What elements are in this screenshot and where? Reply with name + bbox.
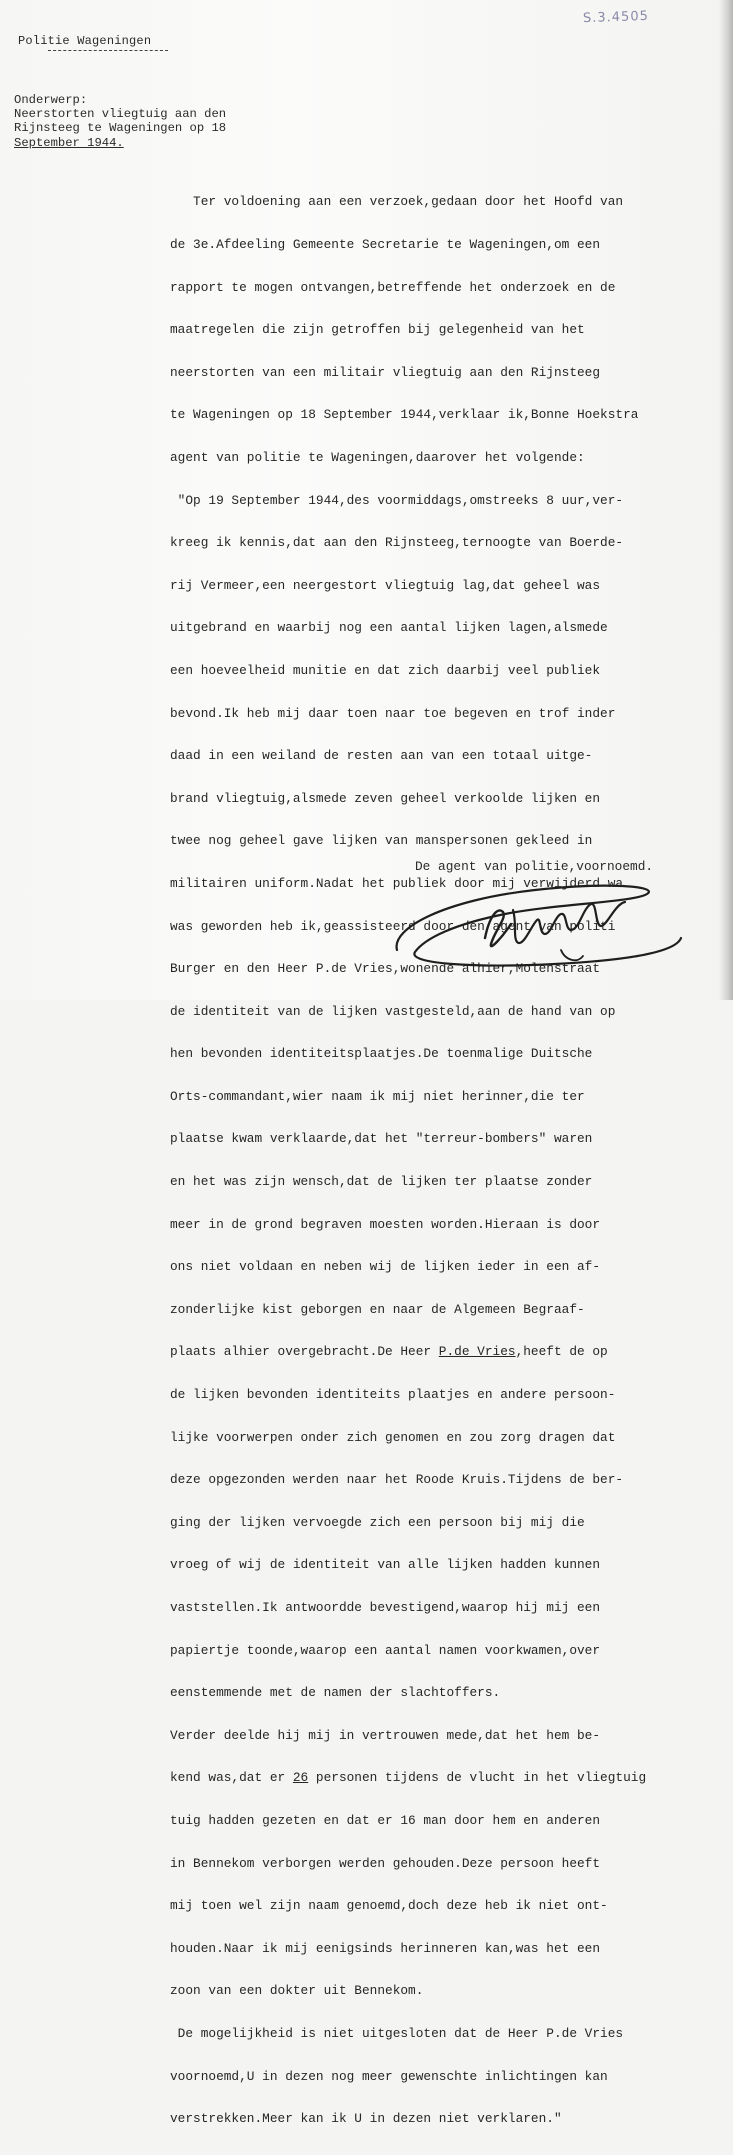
body-line: voornoemd,U in dezen nog meer gewenschte inlichtingen kan	[170, 2068, 608, 2084]
subject-block	[14, 93, 226, 150]
body-line	[170, 1771, 718, 1785]
body-line: plaatse kwam verklaarde,dat het "terreur-bombers" waren	[170, 1131, 593, 1147]
body-line: was geworden heb ik,geassisteerd door den agent van politi	[170, 918, 616, 934]
body-line: ging der lijken vervoegde zich een persoon bij mij die	[170, 1514, 585, 1530]
body-line: ons niet voldaan en neben wij de lijken ieder in een af-	[170, 1259, 601, 1275]
body-line: zonderlijke kist geborgen en naar de Algemeen Begraaf-	[170, 1301, 585, 1317]
body-line: deze opgezonden werden naar het Roode Kruis.Tijdens de ber-	[170, 1472, 624, 1488]
body-line: maatregelen die zijn getroffen bij gelegenheid van het	[170, 322, 585, 338]
body-line: agent van politie te Wageningen,daarover het volgende:	[170, 449, 585, 465]
subject-date-line: September 1944.	[14, 135, 124, 150]
body-line: in Bennekom verborgen werden gehouden.Deze persoon heeft	[170, 1855, 601, 1871]
subject-label: Onderwerp:	[14, 93, 88, 107]
body-text-segment: ,heeft de op	[515, 1344, 608, 1360]
paper-edge-shadow	[719, 0, 733, 1000]
body-line: Burger en den Heer P.de Vries,wonende alhier,Molenstraat	[170, 961, 601, 977]
body-line: militairen uniform.Nadat het publiek door mij verwijderd wa	[170, 875, 624, 891]
closing-line: De agent van politie,voornoemd.	[415, 859, 654, 874]
body-text-segment: plaats alhier overgebracht.De Heer	[170, 1344, 439, 1360]
body-line: meer in de grond begraven moesten worden.Hieraan is door	[170, 1216, 601, 1232]
body-line: de 3e.Afdeeling Gemeente Secretarie te Wageningen,om een	[170, 237, 601, 252]
body-line: "Op 19 September 1944,des voormiddags,omstreeks 8 uur,ver-	[170, 492, 624, 508]
body-line: te Wageningen op 18 September 1944,verklaar ik,Bonne Hoekstra	[170, 407, 639, 423]
body-line	[170, 1345, 718, 1359]
subject-line: Rijnsteeg te Wageningen op 18	[14, 121, 227, 136]
body-line: De mogelijkheid is niet uitgesloten dat de Heer P.de Vries	[170, 2025, 624, 2041]
office-heading-rule	[48, 50, 168, 51]
body-line: rij Vermeer,een neergestort vliegtuig lag,dat geheel was	[170, 577, 601, 593]
office-heading: Politie Wageningen	[18, 34, 152, 48]
body-line: Ter voldoening aan een verzoek,gedaan door het Hoofd van	[170, 194, 624, 210]
body-line: de identiteit van de lijken vastgesteld,aan de hand van op	[170, 1003, 616, 1019]
body-line: daad in een weiland de resten aan van een totaal uitge-	[170, 748, 593, 764]
body-line: hen bevonden identiteitsplaatjes.De toenmalige Duitsche	[170, 1046, 593, 1062]
underlined-name: P.de Vries	[438, 1344, 516, 1360]
body-line: kreeg ik kennis,dat aan den Rijnsteeg,ternoogte van Boerde-	[170, 535, 624, 551]
body-line: eenstemmende met de namen der slachtoffers.	[170, 1685, 501, 1701]
body-line: vroeg of wij de identiteit van alle lijken hadden kunnen	[170, 1557, 601, 1573]
body-line: neerstorten van een militair vliegtuig aan den Rijnsteeg	[170, 364, 601, 380]
body-line: Verder deelde hij mij in vertrouwen mede,dat het hem be-	[170, 1727, 601, 1743]
body-line: een hoeveelheid munitie en dat zich daarbij veel publiek	[170, 662, 601, 678]
body-line: uitgebrand en waarbij nog een aantal lijken lagen,alsmede	[170, 620, 608, 636]
body-line: bevond.Ik heb mij daar toen naar toe begeven en trof inder	[170, 705, 616, 721]
body-line: mij toen wel zijn naam genoemd,doch deze heb ik niet ont-	[170, 1898, 608, 1914]
underlined-count: 26	[292, 1770, 309, 1786]
body-line: vaststellen.Ik antwoordde bevestigend,waarop hij mij een	[170, 1600, 601, 1615]
handwritten-signature	[385, 868, 685, 978]
body-line: zoon van een dokter uit Bennekom.	[170, 1983, 424, 1999]
archive-reference-mark: S.3.4505	[582, 8, 650, 27]
body-text-segment: kend was,dat er	[170, 1770, 293, 1786]
report-body	[170, 167, 718, 2155]
body-text-segment: personen tijdens de vlucht in het vliegtuig	[308, 1770, 647, 1786]
body-line: rapport te mogen ontvangen,betreffende het onderzoek en de	[170, 279, 616, 295]
body-line: twee nog geheel gave lijken van manspersonen gekleed in	[170, 833, 593, 849]
body-line: lijke voorwerpen onder zich genomen en zou zorg dragen dat	[170, 1429, 616, 1445]
body-line: houden.Naar ik mij eenigsinds herinneren kan,was het een	[170, 1940, 601, 1956]
body-line: de lijken bevonden identiteits plaatjes en andere persoon-	[170, 1387, 616, 1403]
subject-line: Neerstorten vliegtuig aan den	[14, 107, 227, 122]
body-line: tuig hadden gezeten en dat er 16 man door hem en anderen	[170, 1812, 601, 1828]
body-line: Orts-commandant,wier naam ik mij niet herinner,die ter	[170, 1088, 585, 1104]
body-line: verstrekken.Meer kan ik U in dezen niet verklaren."	[170, 2111, 562, 2127]
body-line: brand vliegtuig,alsmede zeven geheel verkoolde lijken en	[170, 790, 608, 806]
body-line: en het was zijn wensch,dat de lijken ter plaatse zonder	[170, 1174, 593, 1190]
body-line: papiertje toonde,waarop een aantal namen voorkwamen,over	[170, 1642, 601, 1658]
